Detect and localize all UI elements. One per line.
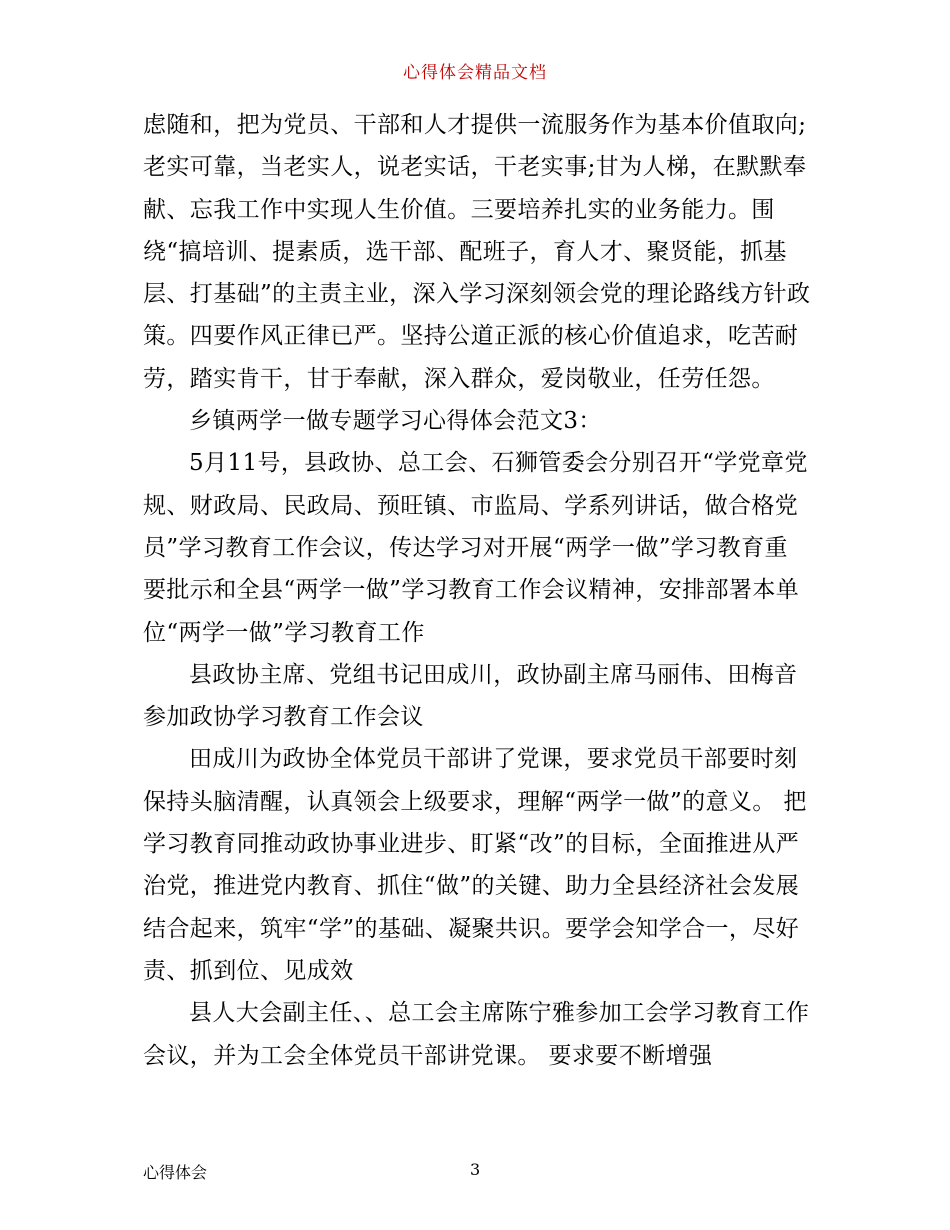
paragraph-section-heading: 乡镇两学一做专题学习心得体会范文3： (189, 408, 602, 435)
page-footer-label: 心得体会 (143, 1163, 208, 1182)
paragraph: 5月11号，县政协、总工会、石狮管委会分别召开“学党章党规、财政局、民政局、预旺镇、市监局、学系列讲话，做合格党员”学习教育工作会议，传达学习对开展“两学一做”学习教育重要批示和全县“两学一做”学习教育工作会议精神，安排部署本单位“两学一做”学习教育工作 (143, 450, 808, 646)
page-header-title: 心得体会精品文档 (403, 63, 547, 83)
page-number: 3 (470, 1160, 481, 1179)
paragraph: 田成川为政协全体党员干部讲了党课，要求党员干部要时刻保持头脑清醒，认真领会上级要求，理解“两学一做”的意义。 把学习教育同推动政协事业进步、盯紧“改”的目标，全面推进从严治党，推进党内教育、抓住“做”的关键、助力全县经济社会发展结合起来，筑牢“学”的基础、凝聚共识。要学会知学合一，尽好责、抓到位、见成效 (143, 746, 807, 984)
paragraph-continuation: 虑随和，把为党员、干部和人才提供一流服务作为基本价值取向;老实可靠，当老实人，说老实话，干老实事;甘为人梯，在默默奉献、忘我工作中实现人生价值。三要培养扎实的业务能力。围绕“搞培训、提素质，选干部、配班子，育人才、聚贤能，抓基层、打基础”的主责主业，深入学习深刻领会党的理论路线方针政策。四要作风正律已严。坚持公道正派的核心价值追求，吃苦耐劳，踏实肯干，甘于奉献，深入群众，爱岗敬业，任劳任怨。 (143, 112, 811, 392)
paragraph: 县人大会副主任、、总工会主席陈宁雅参加工会学习教育工作会议，并为工会全体党员干部讲党课。 要求要不断增强 (143, 1000, 810, 1069)
paragraph: 县政协主席、党组书记田成川，政协副主席马丽伟、田梅音参加政协学习教育工作会议 (143, 661, 798, 731)
document-body (143, 104, 811, 1077)
